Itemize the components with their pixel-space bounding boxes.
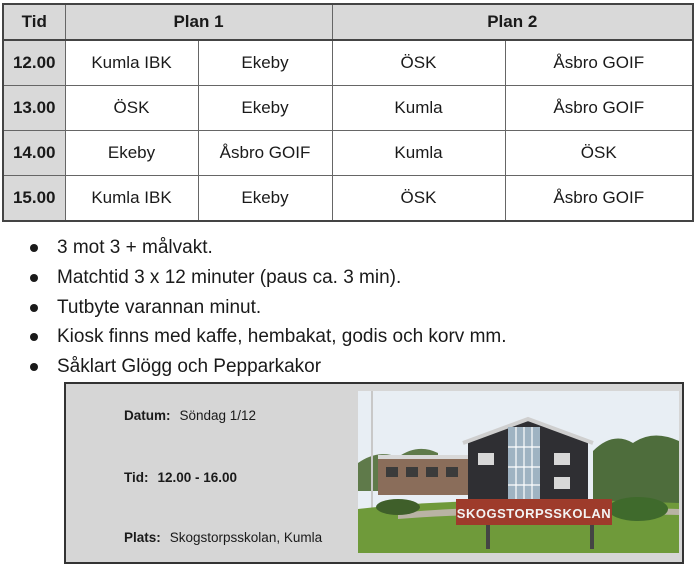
list-item	[26, 293, 507, 323]
bullet-dot	[30, 304, 38, 312]
plan1-team-b: Åsbro GOIF	[198, 131, 332, 176]
plan1-team-b: Ekeby	[198, 86, 332, 131]
list-item-text: Kiosk finns med kaffe, hembakat, godis och korv mm.	[57, 326, 507, 348]
time-cell: 12.00	[3, 40, 65, 86]
list-item	[26, 263, 507, 293]
tid-label: Tid:	[124, 470, 149, 485]
plan1-team-a: Kumla IBK	[65, 40, 198, 86]
header-time: Tid	[3, 4, 65, 40]
info-bullet-list	[26, 233, 507, 382]
school-sign-text: SKOGSTORPSSKOLAN	[456, 506, 612, 521]
plan2-team-b: Åsbro GOIF	[505, 86, 693, 131]
time-cell: 15.00	[3, 176, 65, 222]
bullet-dot	[30, 333, 38, 341]
time-cell: 14.00	[3, 131, 65, 176]
time-cell: 13.00	[3, 86, 65, 131]
tid-row	[124, 470, 246, 485]
plan2-team-a: Kumla	[332, 86, 505, 131]
table-row	[3, 176, 693, 222]
plan1-team-a: Kumla IBK	[65, 176, 198, 222]
list-item	[26, 352, 507, 382]
plan2-team-b: Åsbro GOIF	[505, 176, 693, 222]
plats-label: Plats:	[124, 530, 161, 545]
datum-row	[124, 408, 256, 423]
bullet-dot	[30, 274, 38, 282]
plats-value: Skogstorpsskolan, Kumla	[169, 530, 323, 545]
datum-value: Söndag 1/12	[179, 408, 257, 423]
plats-row	[124, 530, 322, 545]
list-item	[26, 322, 507, 352]
list-item-text: 3 mot 3 + målvakt.	[57, 237, 213, 258]
table-row	[3, 40, 693, 86]
school-photo	[358, 391, 679, 553]
bullet-dot	[30, 363, 38, 371]
list-item-text: Tutbyte varannan minut.	[57, 296, 262, 318]
plan1-team-b: Ekeby	[198, 176, 332, 222]
list-item-text: Såklart Glögg och Pepparkakor	[57, 356, 322, 378]
plan1-team-a: ÖSK	[65, 86, 198, 131]
plan2-team-b: ÖSK	[505, 131, 693, 176]
list-item	[26, 233, 507, 263]
plan2-team-a: Kumla	[332, 131, 505, 176]
plan1-team-a: Ekeby	[65, 131, 198, 176]
header-plan-2: Plan 2	[332, 4, 693, 40]
plan1-team-b: Ekeby	[198, 40, 332, 86]
match-schedule-table	[2, 3, 694, 222]
table-header-row	[3, 4, 693, 40]
plan2-team-a: ÖSK	[332, 176, 505, 222]
datum-label: Datum:	[124, 408, 171, 423]
plan2-team-a: ÖSK	[332, 40, 505, 86]
school-building-illustration	[358, 391, 679, 553]
list-item-text: Matchtid 3 x 12 minuter (paus ca. 3 min).	[57, 266, 402, 288]
bullet-dot	[30, 244, 38, 252]
table-row	[3, 86, 693, 131]
plan2-team-b: Åsbro GOIF	[505, 40, 693, 86]
header-plan-1: Plan 1	[65, 4, 332, 40]
table-row	[3, 131, 693, 176]
tid-value: 12.00 - 16.00	[157, 470, 238, 485]
